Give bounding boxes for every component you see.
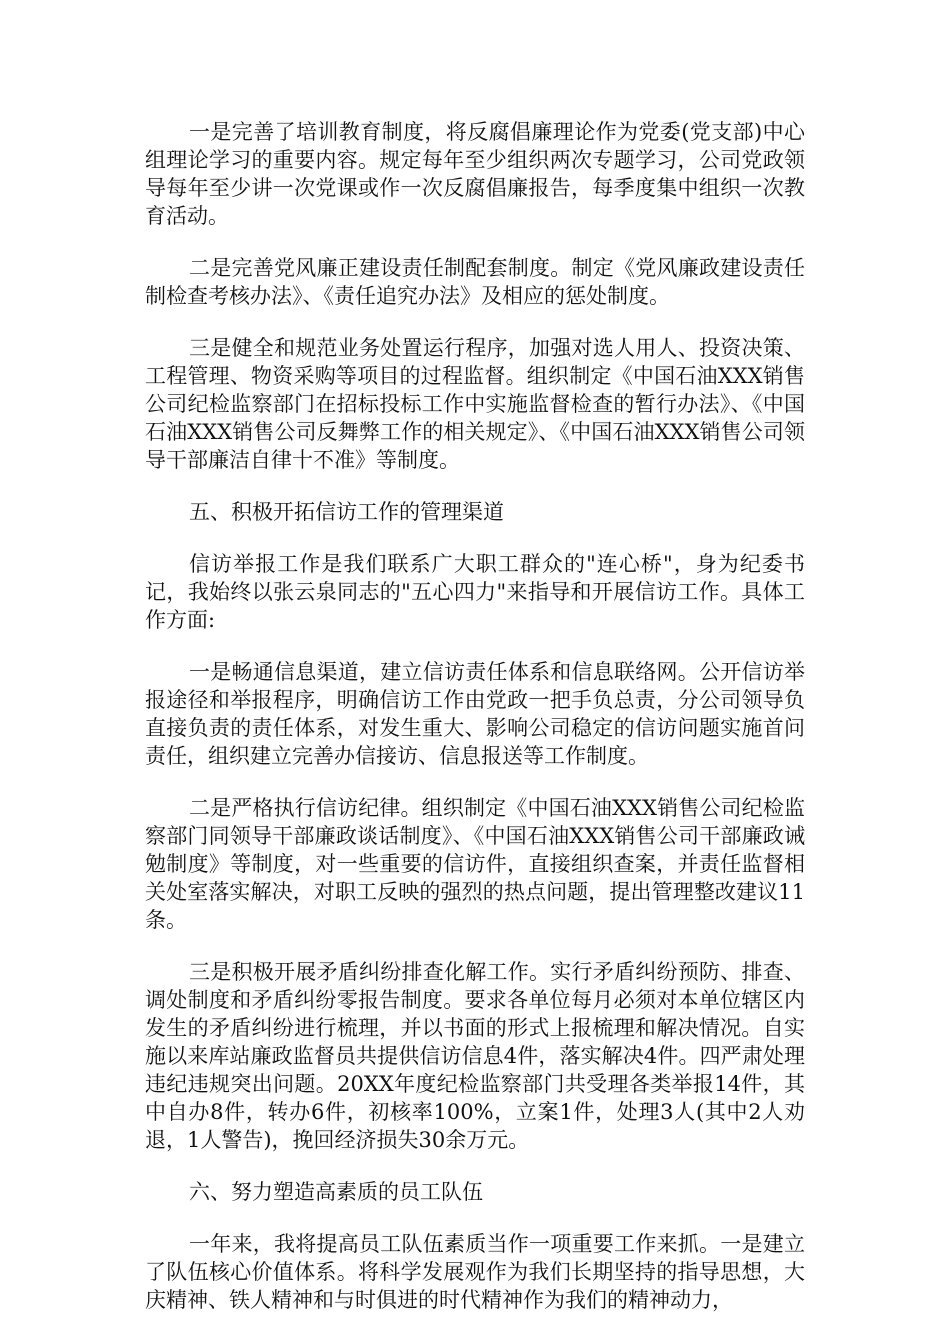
paragraph-information-channels: 一是畅通信息渠道，建立信访责任体系和信息联络网。公开信访举报途径和举报程序，明确信访工作由党政一把手负总责，分公司领导负直接负责的责任体系，对发生重大、影响公司稳定的信访问题实施首问责任，组织建立完善办信接访、信息报送等工作制度。 — [145, 660, 805, 768]
section-heading-staff-quality: 六、努力塑造高素质的员工队伍 — [189, 1180, 483, 1204]
document-body — [145, 118, 805, 1338]
paragraph-petition-discipline: 二是严格执行信访纪律。组织制定《中国石油XXX销售公司纪检监察部门同领导干部廉政谈话制度》、《中国石油XXX销售公司干部廉政诫勉制度》等制度，对一些重要的信访件，直接组织查案，并责任监督相关处室落实解决，对职工反映的强烈的热点问题，提出管理整改建议11条。 — [145, 796, 805, 932]
paragraph-staff-quality: 一年来，我将提高员工队伍素质当作一项重要工作来抓。一是建立了队伍核心价值体系。将科学发展观作为我们长期坚持的指导思想，大庆精神、铁人精神和与时俱进的时代精神作为我们的精神动力， — [145, 1232, 805, 1312]
paragraph-dispute-resolution: 三是积极开展矛盾纠纷排查化解工作。实行矛盾纠纷预防、排查、调处制度和矛盾纠纷零报告制度。要求各单位每月必须对本单位辖区内发生的矛盾纠纷进行梳理，并以书面的形式上报梳理和解决情况。自实施以来库站廉政监督员共提供信访信息4件，落实解决4件。四严肃处理违纪违规突出问题。20XX年度纪检监察部门共受理各类举报14件，其中自办8件，转办6件，初核率100%，立案1件，处理3人(其中2人劝退，1人警告)，挽回经济损失30余万元。 — [145, 960, 805, 1152]
paragraph-business-procedures: 三是健全和规范业务处置运行程序，加强对选人用人、投资决策、工程管理、物资采购等项目的过程监督。组织制定《中国石油XXX销售公司纪检监察部门在招标投标工作中实施监督检查的暂行办法》、《中国石油XXX销售公司反舞弊工作的相关规定》、《中国石油XXX销售公司领导干部廉洁自律十不准》等制度。 — [145, 336, 805, 472]
paragraph-petition-intro: 信访举报工作是我们联系广大职工群众的"连心桥"，身为纪委书记，我始终以张云泉同志的"五心四力"来指导和开展信访工作。具体工作方面: — [145, 552, 805, 632]
section-heading-petition-channels: 五、积极开拓信访工作的管理渠道 — [189, 500, 504, 524]
paragraph-training-system: 一是完善了培训教育制度，将反腐倡廉理论作为党委(党支部)中心组理论学习的重要内容。规定每年至少组织两次专题学习，公司党政领导每年至少讲一次党课或作一次反腐倡廉报告，每季度集中组织一次教育活动。 — [145, 120, 805, 228]
paragraph-responsibility-system: 二是完善党风廉正建设责任制配套制度。制定《党风廉政建设责任制检查考核办法》、《责任追究办法》及相应的惩处制度。 — [145, 256, 805, 308]
